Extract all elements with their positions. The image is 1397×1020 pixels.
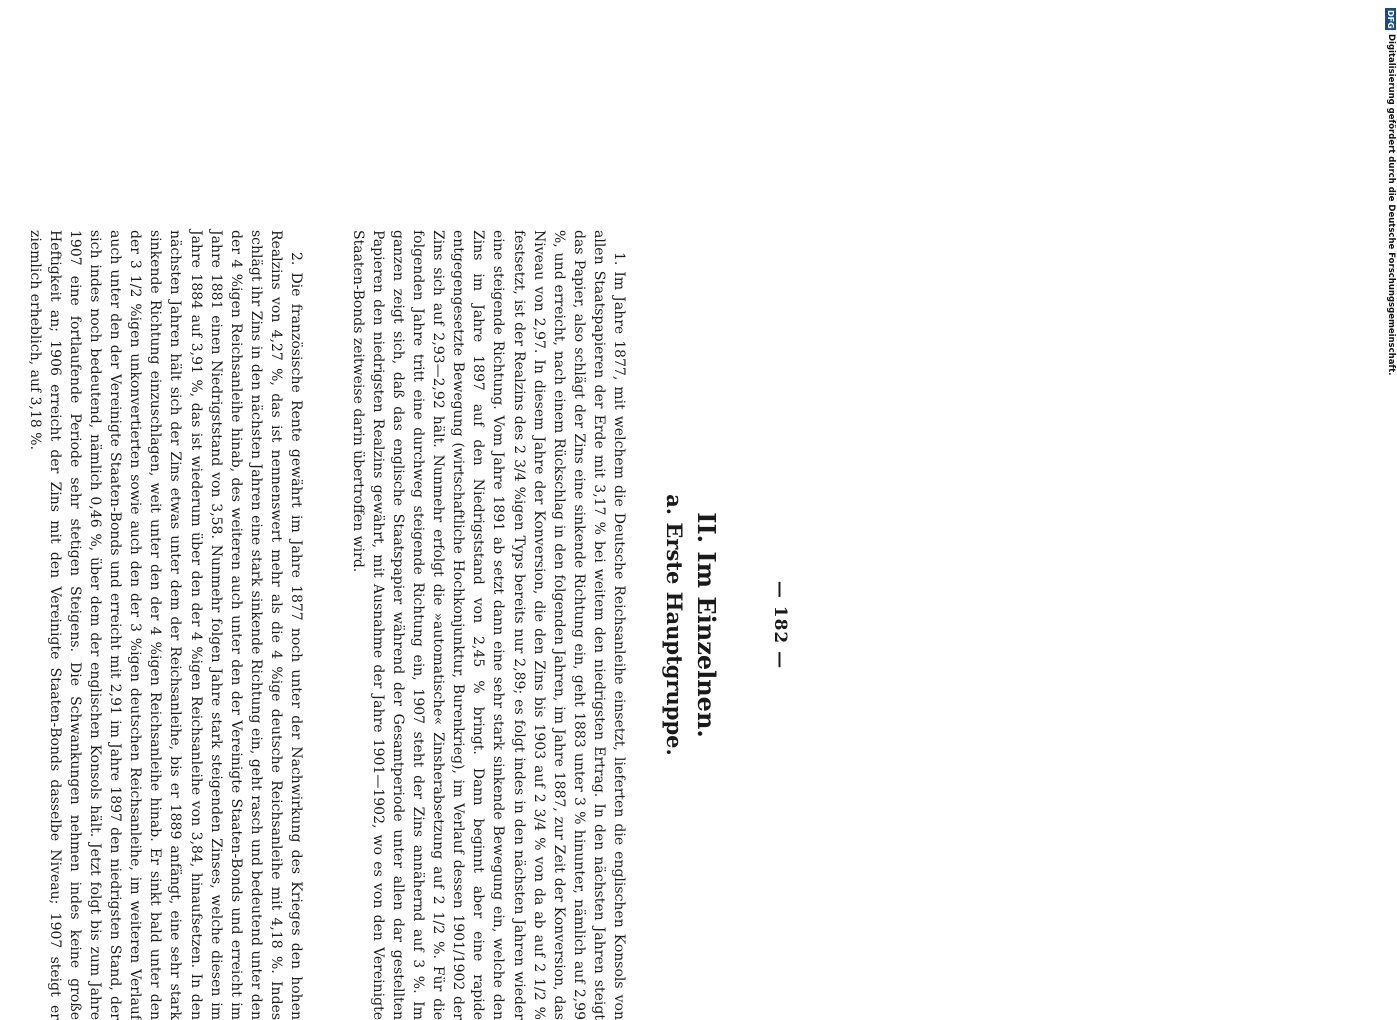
subsection-title: a. Erste Hauptgruppe. — [662, 494, 687, 756]
digitization-credit — [1385, 8, 1396, 448]
page-number: — 182 — — [770, 580, 790, 670]
credit-text: Digitalisierung gefördert durch die Deutsche Forschungsgemeinschaft. — [1386, 34, 1396, 376]
paragraph-2: 2. Die französische Rente gewährt im Jahre 1877 noch unter der Nachwirkung des Krieges den hohen Realzins von 4,27 %, das ist nennenswert mehr als die 4 %ige deutsche Reichsanleihe mit 4,18 %. Indes schlägt ihr Zins in den nächsten Jahren eine stark sinkende Richtung ein, geht rasch und bedeutend unter den der 4 %igen Reichsanleihe hinab, des weiteren auch unter den der Vereinigte Staaten-Bonds und erreicht im Jahre 1881 einen Niedrigststand von 3,58. Nunmehr folgen Jahre stark steigenden Zinses, welche diesen im Jahre 1884 auf 3,91 %, das ist wiederum über den der 4 %igen Reichsanleihe von 3,84, hinaufsetzen. In den nächsten Jahren hält sich der Zins etwas unter dem der Reichsanleihe, bis er 1889 anfängt, eine sehr stark sinkende Richtung einzuschlagen, weit unter den der 4 %igen Reichsanleihe hinab. Er sinkt bald unter den der 3 1/2 %igen unkonvertierten sowie auch den der 3 %igen deutschen Reichsanleihe, im weiteren Verlauf auch unter den der Vereinigte Staaten-Bonds und erreicht mit 2,91 im Jahre 1897 den niedrigsten Stand, der sich indes noch bedeutend, nämlich 0,46 %, über dem der englischen Konsols hält. Jetzt folgt bis zum Jahre 1907 eine fortlaufende Periode sehr stetigen Steigens. Die Schwankungen nehmen indes keine große Heftigkeit an; 1906 erreicht der Zins mit den Vereinigte Staaten-Bonds dasselbe Niveau; 1907 steigt er ziemlich erheblich, auf 3,18 %. — [26, 230, 304, 1020]
rotated-book-page — [0, 230, 790, 1020]
dfg-logo-badge: DFG — [1386, 9, 1395, 29]
section-title: II. Im Einzelnen. — [692, 512, 721, 738]
paragraph-1: 1. Im Jahre 1877, mit welchem die Deutsche Reichsanleihe einsetzt, lieferten die englischen Konsols von allen Staatspapieren der Erde mit 3,17 % bei weitem den niedrigsten Ertrag. In den nächsten Jahren steigt das Papier, also schlägt der Zins eine sinkende Richtung ein, geht 1883 unter 3 % hinunter, nämlich auf 2,99 %, und erreicht, nach einem Rückschlag in den folgenden Jahren, im Jahre 1887, zur Zeit der Konversion, das Niveau von 2,97. In diesem Jahre der Konversion, die den Zins bis 1903 auf 2 3/4 % von da ab auf 2 1/2 % festsetzt, ist der Realzins des 2 3/4 %igen Typs bereits nur 2,89; es folgt indes in den nächsten Jahren wieder eine steigende Richtung. Vom Jahre 1891 ab setzt dann eine sehr stark sinkende Bewegung ein, welche den Zins im Jahre 1897 auf den Niedrigststand von 2,45 % bringt. Dann beginnt aber eine rapide entgegengesetzte Bewegung (wirtschaftliche Hochkonjunktur, Burenkrieg), im Verlauf dessen 1901/1902 der Zins sich auf 2,93—2,92 hält. Nunmehr erfolgt die »automatische« Zinsherabsetzung auf 2 1/2 %. Für die folgenden Jahre tritt eine durchweg steigende Richtung ein, 1907 steht der Zins annähernd auf 3 %. Im ganzen zeigt sich, daß das englische Staatspapier während der Gesamtperiode unter allen dar gestellten Papieren den niedrigsten Realzins gewährt, mit Ausnahme der Jahre 1901—1902, wo es von den Vereinigte Staaten-Bonds zeitweise darin übertroffen wird. — [349, 230, 627, 1020]
